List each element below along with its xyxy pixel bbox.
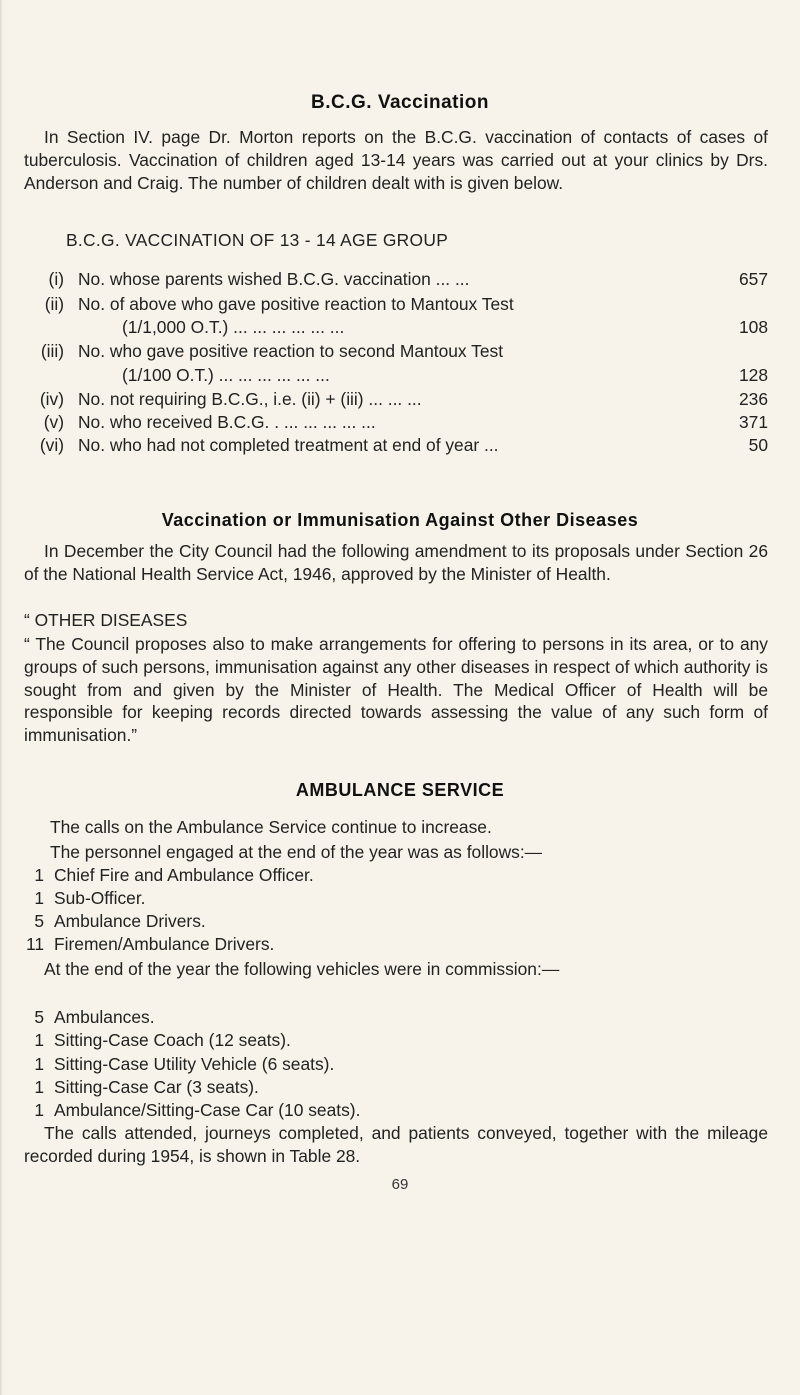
page-number: 69: [391, 1176, 409, 1193]
item-text: Sub-Officer.: [54, 888, 146, 908]
quote-title: “ OTHER DISEASES: [24, 610, 188, 630]
bcg-table-title: B.C.G. VACCINATION OF 13 - 14 AGE GROUP: [66, 230, 449, 250]
personnel-intro-line: The personnel engaged at the end of the year was as follows:—: [50, 842, 543, 862]
bcg-heading: B.C.G. Vaccination: [311, 92, 489, 113]
row-text-continued: (1/1,000 O.T.) ... ... ... ... ... ...: [122, 317, 345, 337]
row-number: (v): [43, 412, 64, 432]
ambulance-intro-line: The calls on the Ambulance Service continue to increase.: [50, 817, 492, 837]
item-count: 1: [34, 865, 44, 885]
row-value: 236: [738, 389, 768, 409]
item-text: Ambulances.: [54, 1007, 155, 1027]
ambulance-heading: AMBULANCE SERVICE: [295, 780, 505, 800]
quote-body: “ The Council proposes also to make arrangements for offering to persons in its area, or to any groups of such persons, immunisation against any other diseases in respect of which authority is sought from and given by the Minister of Health. The Medical Officer of Health will be responsible for keeping records directed towards assessing the value of any such form of immunisation.”: [24, 634, 768, 746]
item-text: Chief Fire and Ambulance Officer.: [54, 865, 314, 885]
row-number: (iii): [40, 341, 64, 361]
amendment-paragraph: In December the City Council had the following amendment to its proposals under Section 26 of the National Health Service Act, 1946, approved by the Minister of Health.: [24, 541, 768, 584]
item-text: Sitting-Case Car (3 seats).: [54, 1077, 259, 1097]
item-text: Firemen/Ambulance Drivers.: [54, 934, 275, 954]
row-text: No. whose parents wished B.C.G. vaccination ... ...: [78, 269, 470, 289]
item-text: Sitting-Case Utility Vehicle (6 seats).: [54, 1054, 335, 1074]
row-text-continued: (1/100 O.T.) ... ... ... ... ... ...: [122, 365, 330, 385]
other-diseases-heading: Vaccination or Immunisation Against Other Diseases: [161, 510, 639, 530]
row-number: (iv): [39, 389, 64, 409]
item-count: 5: [34, 911, 44, 931]
row-text: No. not requiring B.C.G., i.e. (ii) + (iii) ... ... ...: [78, 389, 422, 409]
item-text: Ambulance Drivers.: [54, 911, 206, 931]
row-number: (i): [48, 269, 64, 289]
item-count: 11: [25, 934, 44, 954]
item-count: 1: [34, 1077, 44, 1097]
row-text: No. of above who gave positive reaction to Mantoux Test: [78, 294, 514, 314]
item-count: 1: [34, 1100, 44, 1120]
row-value: 657: [738, 269, 768, 289]
vehicles-intro: At the end of the year the following vehicles were in commission:—: [44, 959, 560, 979]
item-count: 1: [34, 1030, 44, 1050]
item-count: 1: [34, 888, 44, 908]
bcg-intro-paragraph: In Section IV. page Dr. Morton reports on the B.C.G. vaccination of contacts of cases of tuberculosis. Vaccination of children aged 13-14 years was carried out at your clinics by Drs. Anderson and Craig. The number of children dealt with is given below.: [24, 127, 768, 193]
row-text: No. who gave positive reaction to second Mantoux Test: [78, 341, 504, 361]
item-count: 5: [34, 1007, 44, 1027]
item-count: 1: [34, 1054, 44, 1074]
row-value: 50: [748, 435, 768, 455]
row-number: (ii): [44, 294, 64, 314]
row-text: No. who had not completed treatment at end of year ...: [78, 435, 499, 455]
item-text: Sitting-Case Coach (12 seats).: [54, 1030, 291, 1050]
row-text: No. who received B.C.G. . ... ... ... ... ...: [78, 412, 376, 432]
item-text: Ambulance/Sitting-Case Car (10 seats).: [54, 1100, 361, 1120]
row-number: (vi): [39, 435, 64, 455]
row-value: 371: [738, 412, 768, 432]
row-value: 108: [738, 317, 768, 337]
closing-paragraph: The calls attended, journeys completed, and patients conveyed, together with the mileage recorded during 1954, is shown in Table 28.: [24, 1123, 768, 1166]
row-value: 128: [738, 365, 768, 385]
